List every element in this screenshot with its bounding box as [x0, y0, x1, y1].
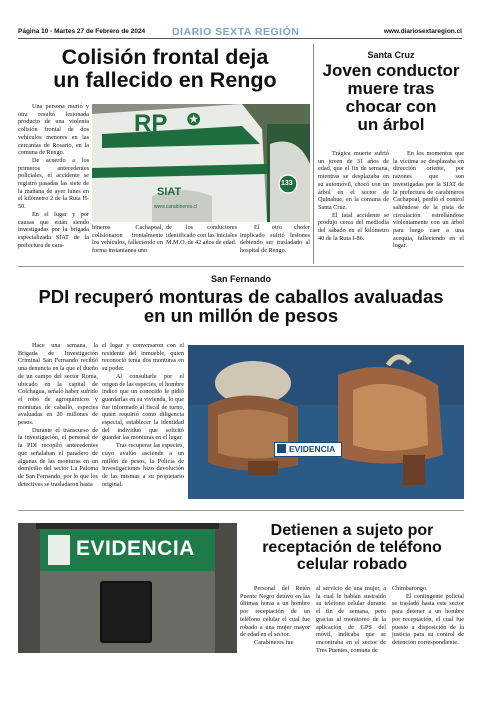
evidence-label-text: EVIDENCIA [289, 444, 336, 454]
article3-column2 [102, 342, 184, 488]
article3-paragraph: Al consultarle por el origen de las especies, el hombre indicó que un conocido le pidió guardarlas en su vivienda, lo que fue informado al fiscal de turno, quien requirió como diligencia especial, establecer la identidad del individuo que solicitó guardar las monturas en el lugar. [102, 372, 184, 442]
article1-paragraph: En el lugar y por causas que están siendo investigadas por la brigada especializada SIAT de la prefectura de cara- [18, 210, 89, 249]
article2-headline-line4: un árbol [357, 114, 425, 134]
article1-column3 [166, 224, 237, 247]
article3-paragraph: Tras recuperar las especies, cuyo avalúo asciende a un millón de pesos, la Policía de Investigaciones hizo devolución de las mismas a su propietario original. [102, 442, 184, 488]
article1-photo-police-car [92, 104, 310, 222]
article1-headline [30, 46, 300, 91]
car-text-web: www.carabineros.cl [154, 204, 198, 210]
article4-paragraph: Carabineros fue [254, 638, 294, 646]
article1-column2 [92, 224, 163, 255]
article4-headline-line2: receptación de teléfono [262, 538, 442, 556]
article4-paragraph: Chimbarongo. [392, 585, 428, 592]
article1-paragraph: Una persona murió y otra resultó lesionada producto de una violenta colisión frontal de dos vehículos menores en las cercanías de Rosario, en la comuna de Rengo. [18, 103, 89, 157]
article2-column1 [318, 150, 389, 242]
article4-photo-phone [18, 523, 237, 653]
saddles-illustration [188, 345, 464, 499]
article4-paragraph: El contingente policial se trasladó hasta este sector para detener a un hombre por receptación, el cual fue puesto a disposición de la justicia para su control de detención correspondiente. [392, 592, 464, 646]
article2-headline-line3: chocar con [345, 96, 437, 116]
header-rule [18, 38, 462, 39]
pdi-badge-icon [277, 444, 286, 453]
article3-headline-line2: en un millón de pesos [143, 305, 339, 327]
article2-headline [318, 62, 464, 133]
article3-headline [18, 287, 464, 326]
column-divider [313, 44, 314, 264]
article2-paragraph: Trágica muerte sufrió un joven de 31 años de edad, que el fin de semana, mientras se desplazaba en su automóvil, chocó con un árbol en el sector de Quinahue, en la comuna de Santa Cruz. [318, 150, 389, 211]
article3-kicker: San Fernando [210, 274, 271, 284]
evidence-label-phone: EVIDENCIA [76, 537, 195, 560]
article3-paragraph: Durante el transcurso de la investigación, el personal de la PDI recopiló antecedentes que señalaban el paradero de algunas de las monturas en un domicilio del sector La Paloma de San Fernando, por lo que los detectives se trasladaron hasta [18, 426, 98, 488]
article1-paragraph: De acuerdo a los primeros antecedentes policiales, el accidente se registró pasadas las siete de la mañana de ayer lunes en el kilómetro 2 de la Ruta H-50. [18, 156, 89, 211]
page-date: Página 10 - Martes 27 de Febrero de 2024 [18, 28, 146, 35]
section-rule [18, 510, 464, 511]
article4-headline-line1: Detienen a sujeto por [270, 522, 434, 539]
article3-paragraph: Hace una semana, la Brigada de Investigación Criminal San Fernando recibió una denuncia en la que el dueño de un campo del sector Roma, ubicado en la capital de Colchagua, señaló haber sufrido el robo de agroquímicos y monturas de caballo, especies avaluadas en 20 millones de pesos. [18, 342, 98, 427]
article3-photo-saddles [188, 345, 464, 499]
article2-paragraph: En los momentos que la víctima se desplazaba en dirección oriente, por razones que son investigadas por la SIAT de la prefectura de carabineros Cachapoal, perdió el control saliéndose de la pista de circulación estrellándose violentamente con un árbol para luego caer a una acequia, falleciendo en el lugar. [393, 150, 464, 250]
article2-paragraph: El fatal accidente se produjo cerca del mediodía del sábado en el kilómetro 40 de la Ruta I-86. [318, 211, 389, 242]
article4-paragraph: Personal del Retén Puente Negro detuvo en las últimas horas a un hombre por receptación de un teléfono celular el cual fue robado a una mujer mayor de edad en el sector. [240, 585, 310, 639]
article1-headline-line1: Colisión frontal deja [61, 45, 269, 69]
article3-column1 [18, 342, 98, 488]
article3-headline-line1: PDI recuperó monturas de caballos avaluadas [38, 286, 444, 307]
article4-column3 [392, 585, 464, 647]
article2-kicker: Santa Cruz [367, 50, 415, 60]
article4-paragraph: al servicio de una mujer, a la cual le habían sustraído su teléfono celular durante el fin de semana, pero gracias al monitoreo de la aplicación de GPS del móvil, indicaba que se encontraba en el sector de Tres Puentes, comuna de [316, 585, 386, 654]
article4-headline [240, 523, 464, 573]
article4-headline-line3: celular robado [296, 555, 408, 573]
article2-column2 [393, 150, 464, 250]
carabineros-emblem-icon: ✪ [187, 112, 201, 129]
article1-paragraph: bineros Cachapoal, colisionaron frontalmente los vehículos, falleciendo en forma instantánea uno [92, 224, 163, 255]
article1-paragraph: de los conductores identificado con las iniciales M.M.O. de 42 años de edad. [166, 224, 237, 247]
car-text-133: 133 [281, 180, 293, 187]
car-text-siat: SIAT [157, 186, 182, 198]
article3-paragraph: el lugar y conversaron con el residente del inmueble, quien reconoció tenía dos monturas en su poder. [102, 342, 184, 373]
article4-column1 [240, 585, 310, 647]
car-text-rp: RP [134, 110, 168, 137]
section-rule [18, 266, 464, 267]
masthead: DIARIO SEXTA REGIÓN [172, 26, 300, 38]
article1-column1 [18, 103, 89, 249]
police-car-illustration [92, 104, 310, 222]
evidence-label-saddles [274, 442, 342, 457]
article1-paragraph: El otro chofer implicado sufrió lesiones debiendo ser trasladado al hospital de Rengo. [240, 224, 310, 255]
article2-headline-line1: Joven conductor [322, 61, 460, 80]
article4-column2 [316, 585, 386, 654]
website: www.diariosextaregion.cl [383, 28, 462, 35]
article2-headline-line2: muere tras [347, 78, 435, 98]
article1-headline-line2: un fallecido en Rengo [53, 67, 277, 92]
article1-column4 [240, 224, 310, 255]
